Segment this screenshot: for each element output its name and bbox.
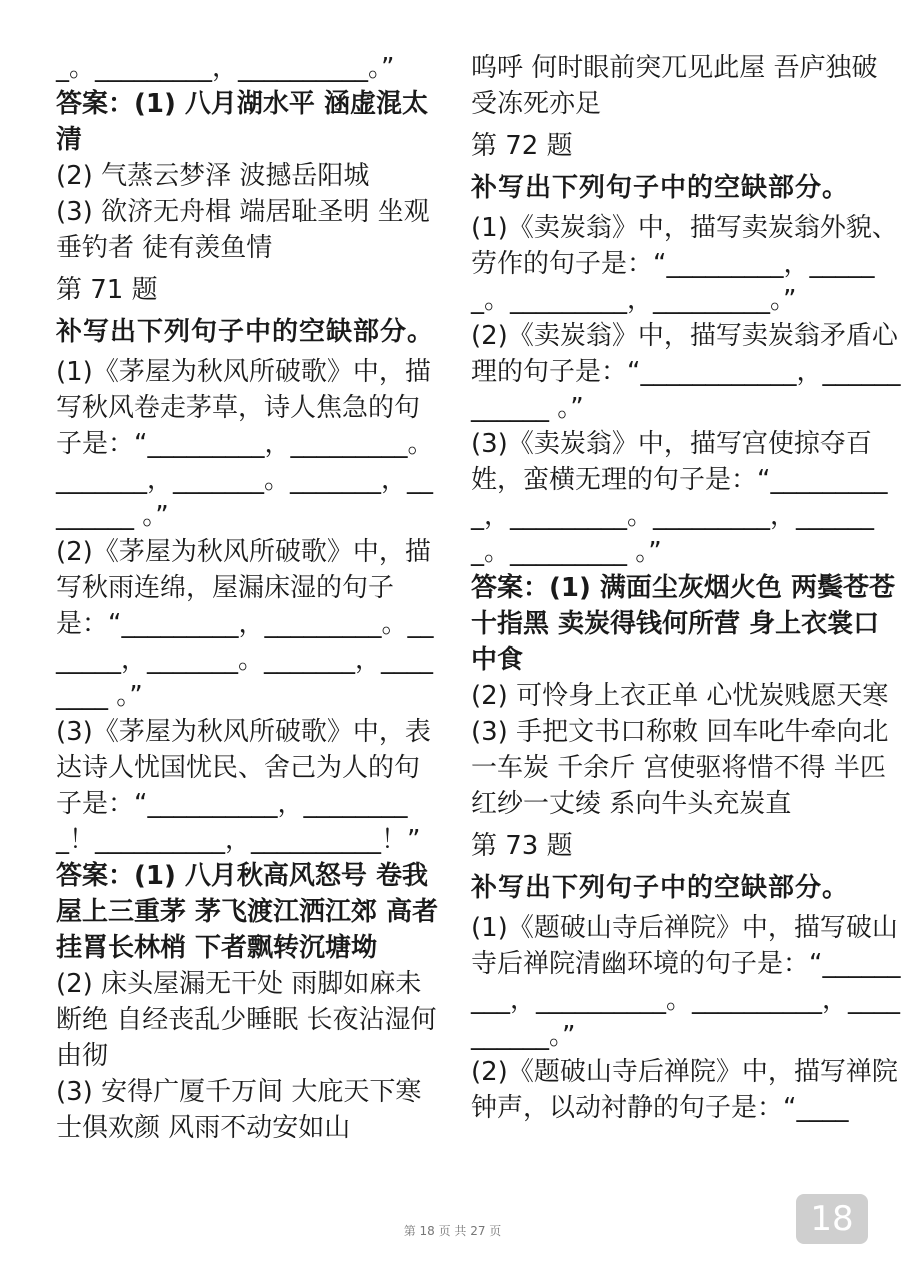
question-instruction: 补写出下列句子中的空缺部分。	[56, 317, 435, 347]
text-line: _。_________，__________。”	[56, 53, 395, 83]
answer-line: 答案：(1) 八月秋高风怒号 卷我屋上三重茅 茅飞渡江洒江郊 高者挂罥长林梢 下者飘转沉塘坳	[56, 861, 439, 963]
right-column	[471, 50, 901, 1126]
question-title: 第 71 题	[56, 275, 158, 305]
text-line: (3)《卖炭翁》中，描写宫使掠夺百姓，蛮横无理的句子是：“__________，_________。_________，_______。_________ 。”	[471, 429, 888, 567]
text-line: (3) 欲济无舟楫 端居耻圣明 坐观垂钓者 徒有羡鱼情	[56, 197, 430, 263]
page-footer: 第 18 页 共 27 页	[403, 1224, 502, 1238]
answer-line: 答案：(1) 八月湖水平 涵虚混太清	[56, 89, 428, 155]
text-line: (1)《题破山寺后禅院》中，描写破山寺后禅院清幽环境的句子是：“_________，__________。__________，__________。”	[471, 913, 901, 1051]
text-line: (2) 床头屋漏无干处 雨脚如麻未断绝 自经丧乱少睡眠 长夜沾湿何由彻	[56, 969, 437, 1071]
text-line: (2) 气蒸云梦泽 波撼岳阳城	[56, 161, 370, 191]
text-line: (2)《茅屋为秋风所破歌》中，描写秋雨连绵，屋漏床湿的句子是：“_________，_________。_______，_______。_______，________ 。”	[56, 537, 434, 711]
answer-line: 答案：(1) 满面尘灰烟火色 两鬓苍苍十指黑 卖炭得钱何所营 身上衣裳口中食	[471, 573, 895, 675]
text-line: 呜呼 何时眼前突兀见此屋 吾庐独破受冻死亦足	[471, 53, 878, 119]
question-instruction: 补写出下列句子中的空缺部分。	[471, 873, 850, 903]
question-instruction: 补写出下列句子中的空缺部分。	[471, 173, 850, 203]
question-title: 第 73 题	[471, 831, 573, 861]
text-line: (3)《茅屋为秋风所破歌》中，表达诗人忧国忧民、舍己为人的句子是：“__________，_________！__________，__________！”	[56, 717, 431, 855]
page-number-badge: 18	[796, 1194, 868, 1244]
text-line: (3) 手把文书口称敕 回车叱牛牵向北 一车炭 千余斤 宫使驱将惜不得 半匹红纱一丈绫 系向牛头充炭直	[471, 717, 897, 819]
text-line: (3) 安得广厦千万间 大庇天下寒士俱欢颜 风雨不动安如山	[56, 1077, 422, 1143]
question-title: 第 72 题	[471, 131, 573, 161]
text-line: (2)《卖炭翁》中，描写卖炭翁矛盾心理的句子是：“____________，____________ 。”	[471, 321, 901, 423]
text-line: (1)《茅屋为秋风所破歌》中，描写秋风卷走茅草，诗人焦急的句子是：“_________，_________。_______，_______。_______，________ 。”	[56, 357, 434, 531]
text-line: (2)《题破山寺后禅院》中，描写禅院钟声，以动衬静的句子是：“____	[471, 1057, 898, 1123]
text-line: (1)《卖炭翁》中，描写卖炭翁外貌、劳作的句子是：“_________，______。_________，_________。”	[471, 213, 898, 315]
left-column	[56, 50, 441, 1146]
text-line: (2) 可怜身上衣正单 心忧炭贱愿天寒	[471, 681, 889, 711]
